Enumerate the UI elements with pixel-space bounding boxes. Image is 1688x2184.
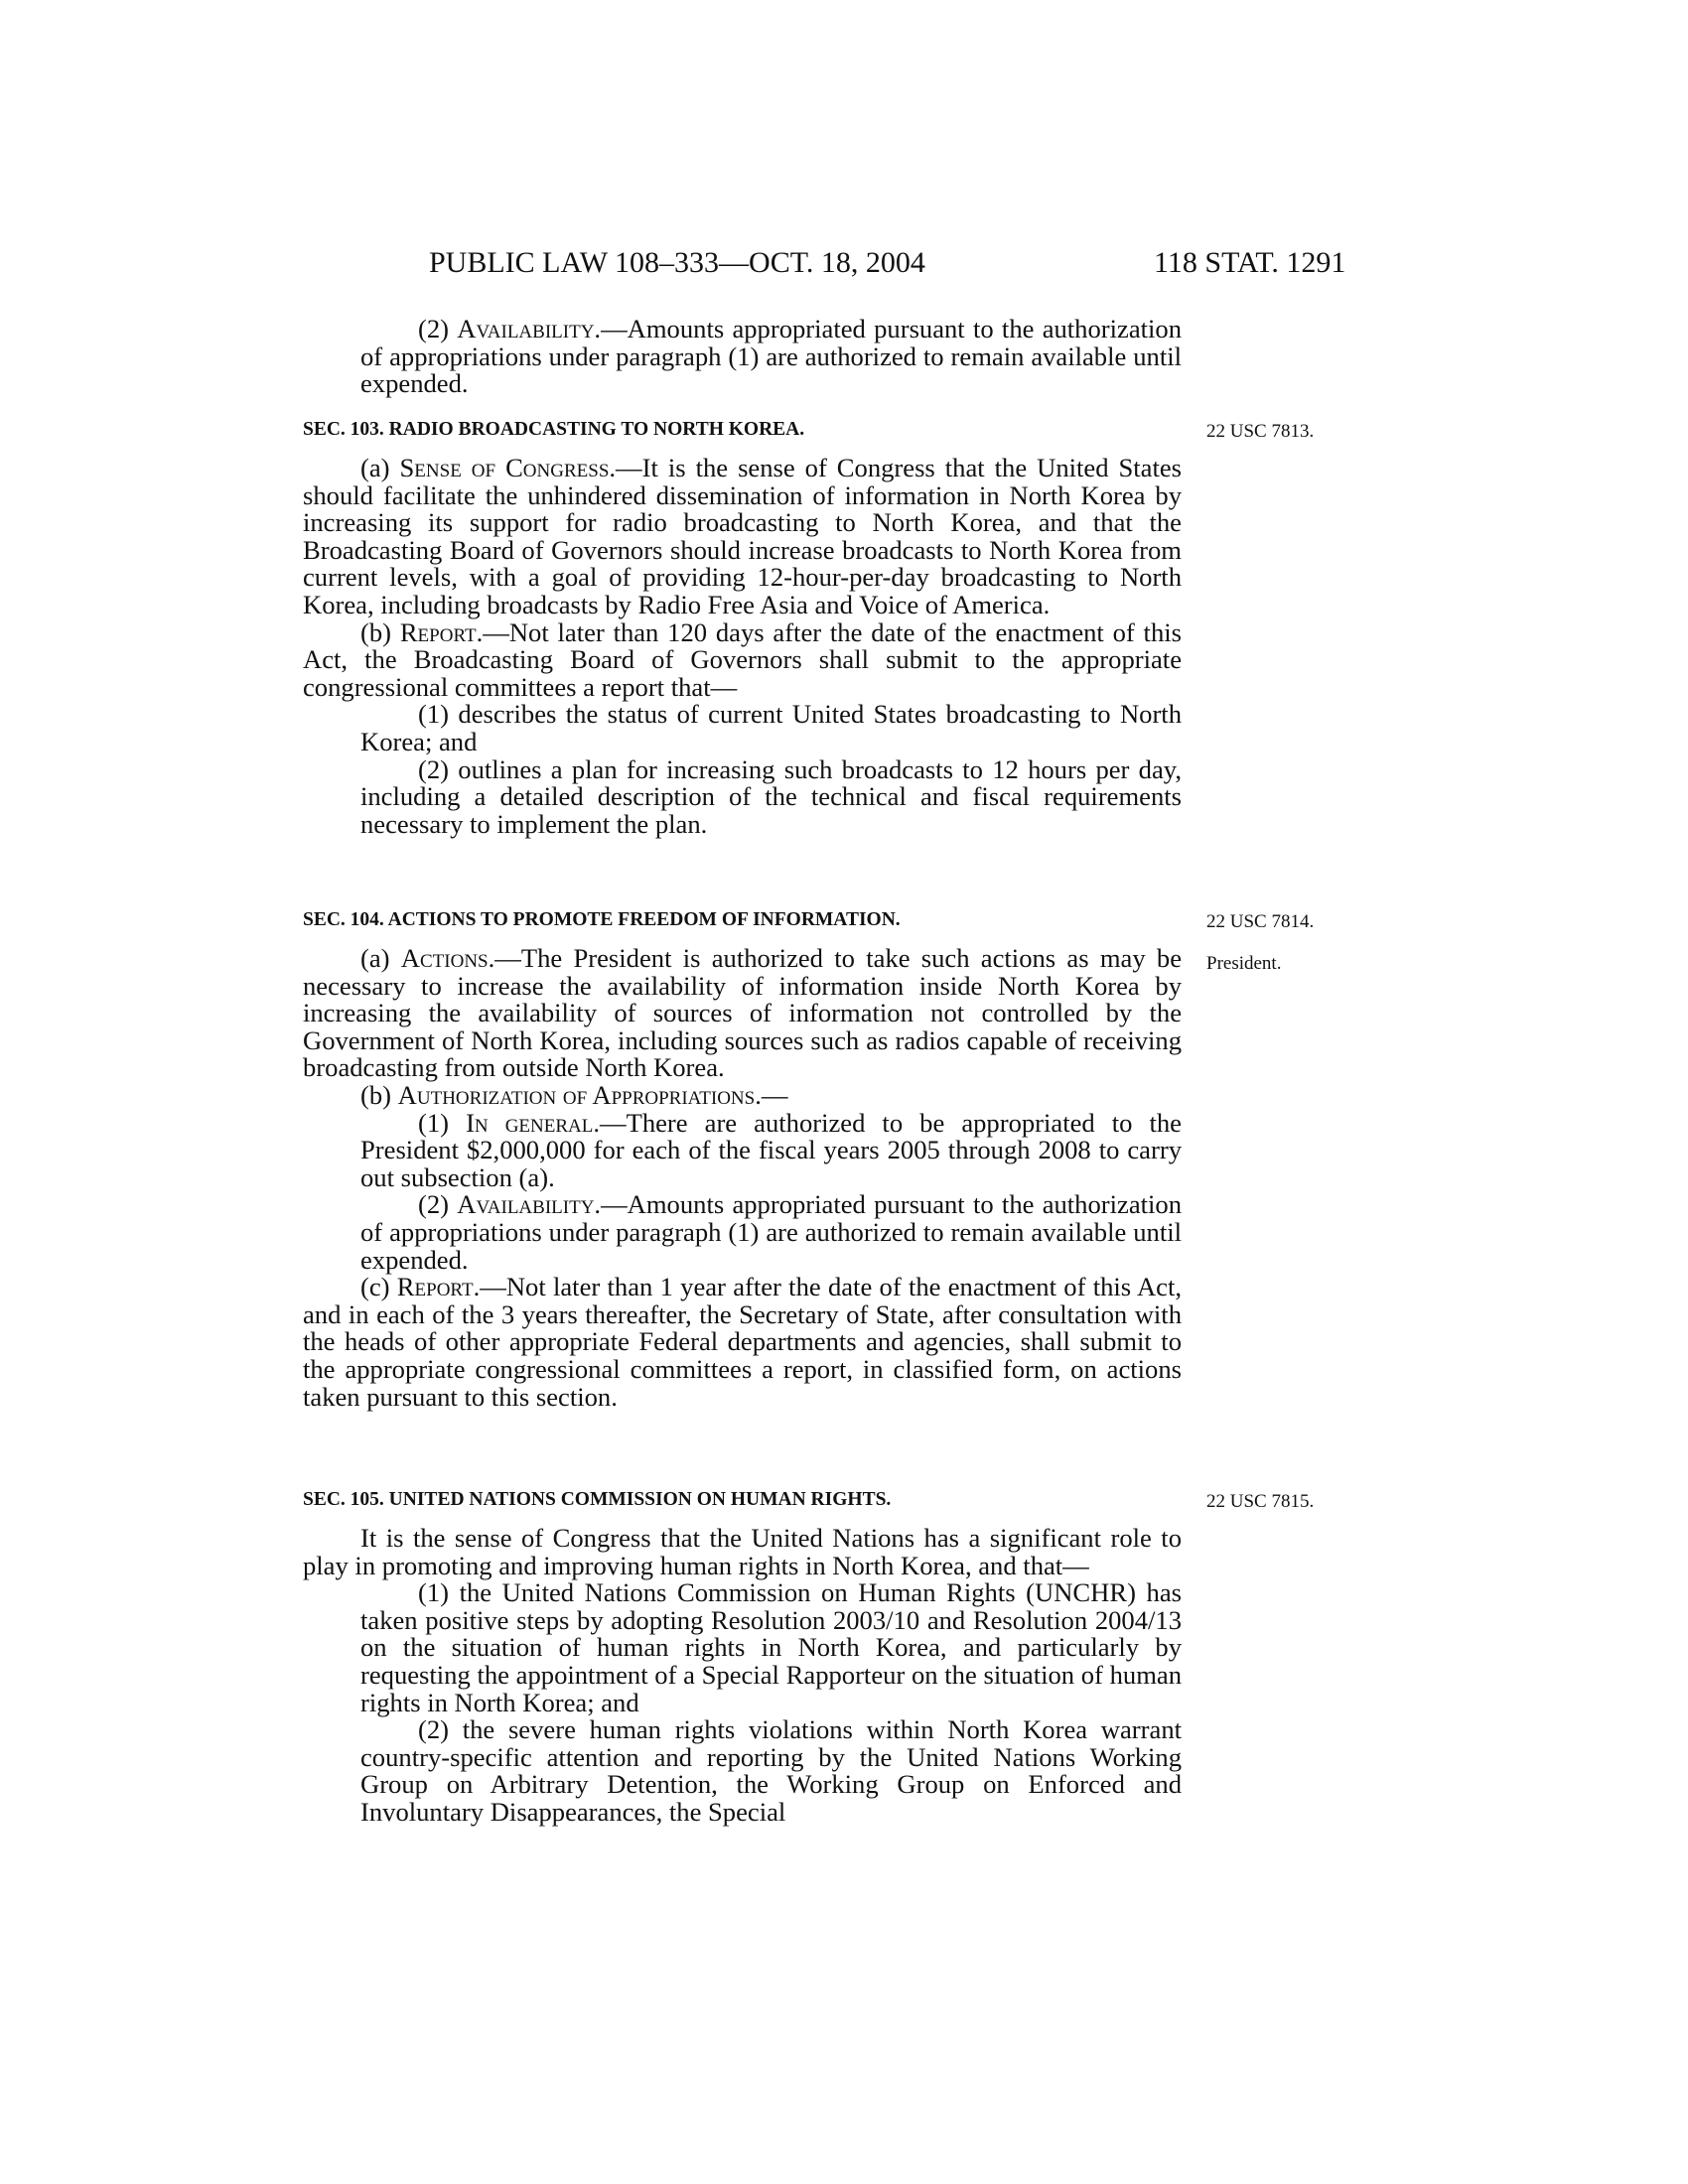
para-text: .—Amounts appropriated pursuant to the authorization of appropriations under paragraph (1) are authorized to remain available until expended. <box>360 314 1182 399</box>
para-num: (b) <box>360 1079 398 1110</box>
usc-note-7813: 22 USC 7813. <box>1206 421 1315 442</box>
page-header <box>0 246 1688 286</box>
sense-of-congress-paragraph <box>303 455 1182 619</box>
para-num: (b) <box>360 616 400 647</box>
section-103-heading: SEC. 103. RADIO BROADCASTING TO NORTH KOREA. <box>303 419 805 440</box>
section-105-heading: SEC. 105. UNITED NATIONS COMMISSION ON HUMAN RIGHTS. <box>303 1489 892 1510</box>
actions-paragraph <box>303 945 1182 1082</box>
report-paragraph-104 <box>303 1274 1182 1411</box>
availability-paragraph-2 <box>303 1191 1182 1274</box>
para-text: .—Not later than 1 year after the date of the enactment of this Act, and in each of the 3 years thereafter, the Secretary of State, after consultation with the heads of other appropriate Federal departments and agencies, shall submit to the appropriate congressional committees a report, in classified form, on actions taken pursuant to this section. <box>303 1272 1182 1412</box>
para-label: Report <box>399 616 477 647</box>
para-num: (a) <box>360 453 400 482</box>
para-text: .—It is the sense of Congress that the United States should facilitate the unhindered dissemination of information in North Korea by increasing its support for radio broadcasting to North Korea, and that the Broadcasting Board of Governors should increase broadcasts to North Korea from current levels, with a goal of providing 12-hour-per-day broadcasting to North Korea, including broadcasts by Radio Free Asia and Voice of America. <box>303 453 1182 619</box>
para-label: Authorization of Appropriations <box>397 1079 756 1110</box>
un-item-2: (2) the severe human rights violations within North Korea warrant country-specific attention and reporting by the United Nations Working Group on Arbitrary Detention, the Working Group on Enforced and Involuntary Disappearances, the Special <box>360 1714 1182 1827</box>
para-num: (2) <box>418 1189 458 1220</box>
authorization-paragraph <box>303 1079 1182 1110</box>
law-citation: PUBLIC LAW 108–333—OCT. 18, 2004 <box>429 246 925 279</box>
un-intro-paragraph: It is the sense of Congress that the United Nations has a significant role to play in promoting and improving human rights in North Korea, and that— <box>303 1523 1182 1580</box>
report-item-1: (1) describes the status of current United States broadcasting to North Korea; and <box>360 699 1182 756</box>
para-num: (a) <box>360 943 401 973</box>
para-text: .—Amounts appropriated pursuant to the authorization of appropriations under paragraph (1) are authorized to remain available until expended. <box>360 1189 1182 1275</box>
para-num: (1) <box>418 1107 467 1138</box>
usc-note-7815: 22 USC 7815. <box>1206 1491 1315 1512</box>
para-label: Availability <box>457 314 595 343</box>
para-num: (c) <box>360 1272 397 1302</box>
stat-citation: 118 STAT. 1291 <box>1154 246 1346 279</box>
availability-paragraph <box>303 316 1182 398</box>
para-label: Availability <box>457 1189 595 1220</box>
in-general-paragraph <box>303 1107 1182 1192</box>
usc-note-7814: 22 USC 7814. <box>1206 911 1315 932</box>
para-num: (2) <box>418 314 458 343</box>
section-105-body <box>303 1525 1182 1827</box>
para-text: .—There are authorized to be appropriated to the President $2,000,000 for each of the fiscal years 2005 through 2008 to carry out subsection (a). <box>360 1107 1182 1192</box>
para-text: .—Not later than 120 days after the date of the enactment of this Act, the Broadcasting Board of Governors shall submit to the appropriate congressional committees a report that— <box>303 616 1182 702</box>
report-paragraph <box>303 616 1182 702</box>
para-text: .—The President is authorized to take such actions as may be necessary to increase the availability of information inside North Korea by increasing the availability of sources of information not controlled by the Government of North Korea, including sources such as radios capable of receiving broadcasting from outside North Korea. <box>303 943 1182 1083</box>
para-label: In general <box>466 1107 594 1138</box>
section-104-heading: SEC. 104. ACTIONS TO PROMOTE FREEDOM OF INFORMATION. <box>303 909 901 930</box>
section-103-body <box>303 455 1182 838</box>
section-104-body <box>303 945 1182 1411</box>
president-note: President. <box>1206 953 1282 974</box>
para-text: .— <box>755 1079 788 1110</box>
report-item-2: (2) outlines a plan for increasing such broadcasts to 12 hours per day, including a detailed description of the technical and fiscal requirements necessary to implement the plan. <box>360 753 1182 839</box>
top-paragraph <box>303 316 1182 398</box>
para-label: Actions <box>400 943 489 973</box>
para-label: Report <box>396 1272 474 1302</box>
un-item-1: (1) the United Nations Commission on Human Rights (UNCHR) has taken positive steps by adopting Resolution 2003/10 and Resolution 2004/13 on the situation of human rights in North Korea, and particularly by requesting the appointment of a Special Rapporteur on the situation of human rights in North Korea; and <box>360 1577 1182 1717</box>
para-label: Sense of Congress <box>399 453 610 482</box>
